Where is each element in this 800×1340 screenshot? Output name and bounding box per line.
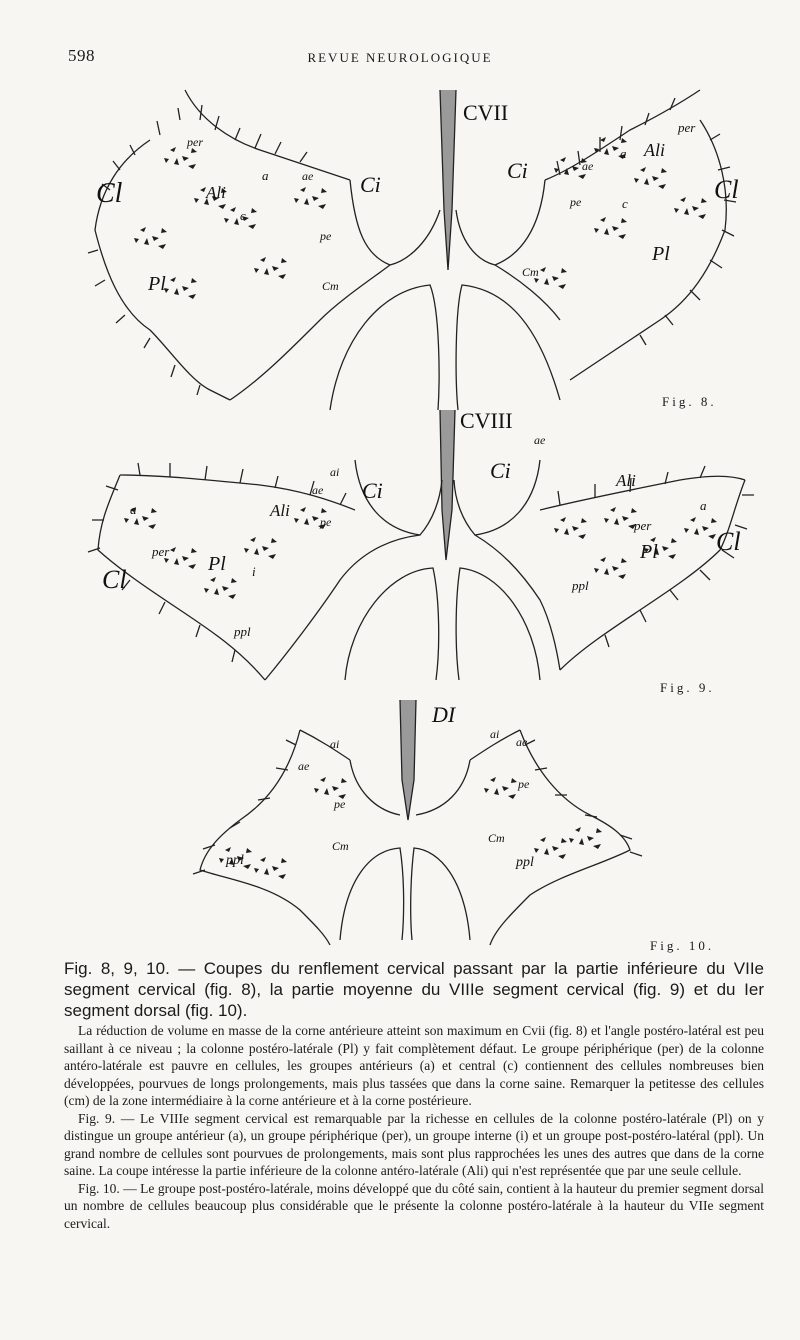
fig8-cm-right: Cm [522, 265, 539, 279]
fig9-label: Fig. 9. [660, 680, 715, 695]
fig8-ali-right: Ali [644, 140, 665, 160]
spinal-cord-sections-drawing [0, 80, 800, 950]
fig9-segment-label: CVIII [460, 408, 513, 433]
fig8-a-right: a [620, 146, 627, 161]
fig9-cl-left: Cl [102, 565, 127, 594]
fig8-ci-right: Ci [507, 158, 528, 183]
fig10-ppl-left: ppl [226, 853, 244, 868]
page-number: 598 [68, 46, 95, 65]
figure-caption-body [64, 1022, 764, 1232]
fig10-ae-left: ae [298, 759, 310, 773]
fig9-pl-right: Pl [640, 541, 658, 563]
fig8-c-left: c [240, 208, 246, 223]
fig8-cl-right: Cl [714, 175, 739, 204]
caption-paragraph-2: Fig. 9. — Le VIIIe segment cervical est remarquable par la richesse en cellules de la colonne postéro-latérale (Pl) on y distingue un groupe antérieur (a), un groupe périphérique (per), un groupe interne (i) et un groupe post-postéro-latéral (ppl). Un grand nombre de cellules sont pourvues de prolongements, mais sont plus rapprochées les unes des autres que dans de la corne saine. La coupe intéresse la partie inférieure de la colonne antéro-latérale (Ali) qui n'est représentée que par une seule cellule. [64, 1110, 764, 1178]
fig10-ai-right: ai [490, 727, 500, 741]
caption-paragraph-3: Fig. 10. — Le groupe post-postéro-latérale, moins développé que du côté sain, contient à la hauteur du premier segment dorsal un nombre de cellules beaucoup plus considérable que le présente la colonne postéro-latérale à la hauteur du VIIe segment cervical. [64, 1180, 764, 1231]
fig8-label: Fig. 8. [662, 394, 717, 409]
figure-plate [0, 80, 800, 953]
fig10-ai-left: ai [330, 737, 340, 751]
fig10-segment-label: DI [432, 702, 456, 727]
fig9-ci-right: Ci [490, 458, 511, 483]
fig10-cm-left: Cm [332, 839, 349, 853]
fig8-ae-right: ae [582, 159, 594, 173]
fig10-label: Fig. 10. [650, 938, 715, 953]
fig8-pe-left: pe [320, 229, 332, 243]
fig10-pe-left: pe [334, 797, 346, 811]
fig9-ali-left: Ali [270, 501, 290, 520]
fig9-ppl-left: ppl [234, 624, 251, 639]
fig8-drawing [88, 90, 736, 410]
fig8-ci-left: Ci [360, 172, 381, 197]
fig9-per-left: per [152, 544, 170, 559]
fig8-cl-left: Cl [96, 178, 123, 209]
fig9-ae-right: ae [534, 433, 546, 447]
fig10-cm-right: Cm [488, 831, 505, 845]
neuron-cell-clusters [124, 137, 717, 879]
fig9-ai: ai [330, 465, 340, 479]
fig8-a-left: a [262, 168, 269, 183]
fig8-per-right: per [678, 120, 696, 135]
fig9-a-left: a [130, 502, 137, 517]
fig9-ae-left: ae [312, 483, 324, 497]
figure-caption-title: Fig. 8, 9, 10. — Coupes du renflement cervical passant par la partie inférieure du VIIe segment cervical (fig. 8), la partie moyenne du VIIIe segment cervical (fig. 9) et du Ier segment dorsal (fig. 10). [64, 959, 764, 1020]
fig8-pe-right: pe [570, 195, 582, 209]
fig8-per-left: per [187, 135, 203, 149]
fig8-cm-left: Cm [322, 279, 339, 293]
fig10-ae-right: ae [516, 735, 528, 749]
fig9-cl-right: Cl [716, 527, 741, 556]
fig8-c-right: c [622, 196, 628, 211]
fig8-pl-left: Pl [148, 273, 166, 295]
fig8-pl-right: Pl [652, 243, 670, 265]
fig9-ppl-right: ppl [572, 578, 589, 593]
fig8-segment-label: CVII [463, 100, 509, 125]
fig9-a-right: a [700, 498, 707, 513]
fig9-ali-right: Ali [616, 471, 636, 490]
fig9-per-right: per [634, 518, 652, 533]
fig8-ae-left: ae [302, 169, 314, 183]
fig9-i: i [252, 564, 256, 579]
fig10-ppl-right: ppl [516, 855, 534, 870]
fig10-pe-right: pe [518, 777, 530, 791]
running-head: REVUE NEUROLOGIQUE [307, 50, 493, 65]
fig8-ali-left: Ali [206, 183, 226, 202]
fig9-pl-left: Pl [208, 553, 226, 575]
fig9-pe: pe [320, 515, 332, 529]
fig9-ci-left: Ci [362, 478, 383, 503]
caption-paragraph-1: La réduction de volume en masse de la corne antérieure atteint son maximum en Cvii (fig. 8) et l'angle postéro-latéral est peu saillant à ce niveau ; la colonne postéro-latérale (Pl) y fait complètement défaut. Le groupe périphérique (per) de la colonne antéro-latérale est pauvre en cellules, les groupes antérieurs (a) et central (c) contiennent des cellules nombreuses bien développées, pourvues de longs prolongements, mais plus tassées que dans la corne saine. Remarquer la petitesse des cellules (cm) de la zone intermédiaire à la corne antérieure et à la corne postérieure. [64, 1023, 764, 1108]
fig10-drawing [193, 700, 642, 945]
